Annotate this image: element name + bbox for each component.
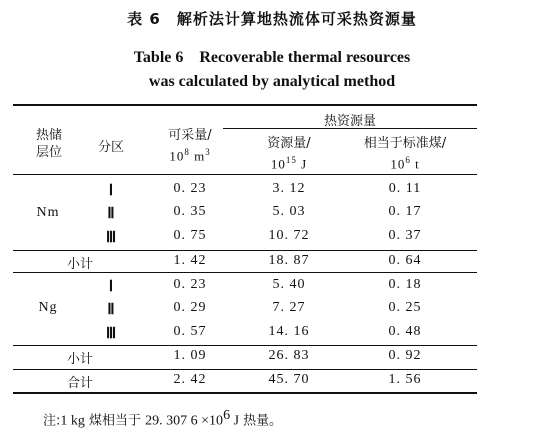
layer-label-nm: Nm xyxy=(36,205,60,220)
header-recoverable-unit-base: 10 xyxy=(169,148,185,164)
header-layer-line2: 层位 xyxy=(35,145,62,160)
header-resource-unit xyxy=(247,152,331,172)
zone-cell: Ⅲ xyxy=(105,230,117,246)
resource-cell: 5. 03 xyxy=(272,204,306,219)
coal-cell: 0. 92 xyxy=(388,348,422,363)
note-num3: J xyxy=(230,413,240,429)
row-label: 小计 xyxy=(66,352,93,367)
table-title-en-line1: Table 6 Recoverable thermal resources xyxy=(133,49,411,66)
subtotal1-top-rule xyxy=(13,250,477,251)
table-title-en-line2: was calculated by analytical method xyxy=(148,73,396,90)
recoverable-cell: 0. 29 xyxy=(173,300,207,315)
header-resource xyxy=(247,135,331,172)
header-coal-line1: 相当于标准煤/ xyxy=(363,136,447,151)
total-top-rule xyxy=(13,369,477,370)
note-mid: 煤相当于 xyxy=(84,413,146,429)
recoverable-cell: 0. 75 xyxy=(173,228,207,243)
resource-cell: 18. 87 xyxy=(268,253,310,268)
header-zone: 分区 xyxy=(97,140,124,155)
note-prefix: 注: xyxy=(43,413,61,429)
header-coal xyxy=(340,135,470,172)
header-recoverable-unit-exp: 8 xyxy=(184,147,190,157)
subtotal2-top-rule xyxy=(13,345,477,346)
zone-cell: Ⅰ xyxy=(108,279,114,295)
resource-cell: 14. 16 xyxy=(268,324,310,339)
header-recoverable-unit-rest: m xyxy=(189,148,206,164)
zone-cell: Ⅰ xyxy=(108,183,114,199)
header-recoverable-unit xyxy=(150,144,230,164)
resource-cell: 10. 72 xyxy=(268,228,310,243)
header-recoverable-unit-exp2: 3 xyxy=(205,147,211,157)
recoverable-cell: 1. 42 xyxy=(173,253,207,268)
header-bottom-rule xyxy=(13,174,477,175)
resource-cell: 3. 12 xyxy=(272,181,306,196)
resource-cell: 26. 83 xyxy=(268,348,310,363)
row-label: 合计 xyxy=(66,376,93,391)
coal-cell: 0. 48 xyxy=(388,324,422,339)
coal-cell: 0. 64 xyxy=(388,253,422,268)
note-num1: 1 kg xyxy=(60,413,85,429)
recoverable-cell: 2. 42 xyxy=(173,372,207,387)
resource-cell: 7. 27 xyxy=(272,300,306,315)
header-coal-unit xyxy=(340,152,470,172)
header-coal-unit-base: 10 xyxy=(390,156,406,172)
recoverable-cell: 0. 23 xyxy=(173,277,207,292)
coal-cell: 0. 25 xyxy=(388,300,422,315)
zone-cell: Ⅲ xyxy=(105,326,117,342)
header-coal-unit-rest: t xyxy=(410,156,420,172)
header-recoverable xyxy=(150,127,230,164)
header-resource-unit-rest: J xyxy=(296,156,308,172)
header-layer-line1: 热储 xyxy=(35,128,62,143)
note-num2: 29. 307 6 ×10 xyxy=(145,413,224,429)
header-resource-line1: 资源量/ xyxy=(267,136,311,151)
subtotal1-bottom-rule xyxy=(13,272,477,273)
coal-cell: 0. 17 xyxy=(388,204,422,219)
zone-cell: Ⅱ xyxy=(107,206,115,222)
header-recoverable-line1: 可采量/ xyxy=(168,128,212,143)
row-label: 小计 xyxy=(66,257,93,272)
header-resource-unit-exp: 15 xyxy=(285,155,297,165)
header-coal-unit-exp: 6 xyxy=(405,155,411,165)
recoverable-cell: 0. 23 xyxy=(173,181,207,196)
recoverable-cell: 0. 57 xyxy=(173,324,207,339)
recoverable-cell: 0. 35 xyxy=(173,204,207,219)
zone-cell: Ⅱ xyxy=(107,302,115,318)
table-title-cn: 表 6 解析法计算地热流体可采热资源量 xyxy=(127,10,417,28)
coal-cell: 1. 56 xyxy=(388,372,422,387)
layer-label-ng: Ng xyxy=(38,300,58,315)
resource-cell: 5. 40 xyxy=(272,277,306,292)
table-bottom-rule xyxy=(13,392,477,394)
note-suffix: 热量。 xyxy=(239,413,283,429)
header-resource-unit-base: 10 xyxy=(270,156,286,172)
coal-cell: 0. 37 xyxy=(388,228,422,243)
table-top-rule xyxy=(13,104,477,106)
header-layer xyxy=(24,127,74,161)
recoverable-cell: 1. 09 xyxy=(173,348,207,363)
note-exp: 6 xyxy=(223,408,231,423)
resource-cell: 45. 70 xyxy=(268,372,310,387)
header-thermal: 热资源量 xyxy=(323,114,376,129)
table-note xyxy=(43,408,282,429)
coal-cell: 0. 11 xyxy=(388,181,422,196)
coal-cell: 0. 18 xyxy=(388,277,422,292)
